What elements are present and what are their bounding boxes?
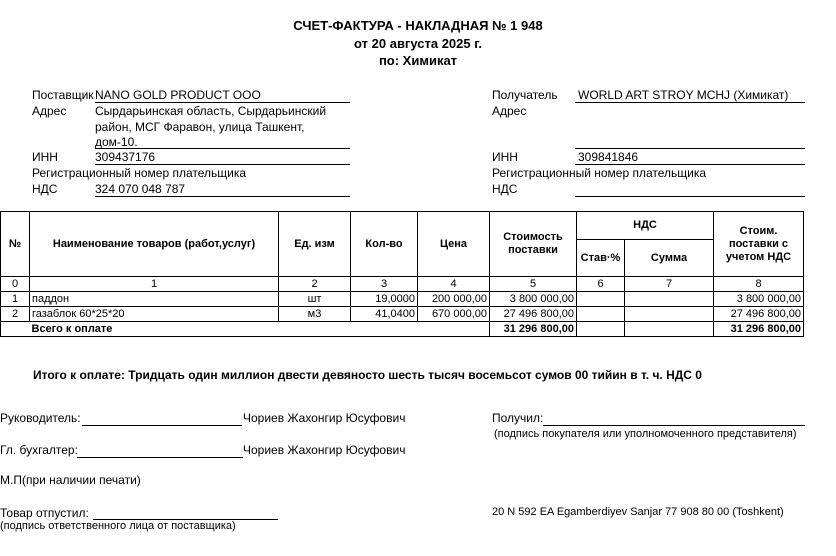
row-total: 3 800 000,00 [714,292,804,307]
supplier-name-line [95,102,350,103]
vehicle-info: 20 N 592 EA Egamberdiyev Sanjar 77 908 80 00 (Toshkent) [492,506,784,518]
recipient-name: WORLD ART STROY MCHJ (Химикат) [578,88,789,102]
recipient-address-label: Адрес [492,104,527,118]
released-label: Товар отпустил: [0,506,89,520]
header-num: № [1,212,30,277]
accountant-signature-line [77,457,243,458]
supplier-address-line-2: район, МСГ Фаравон, улица Ташкент, [95,120,305,134]
invoice-basis: по: Химикат [378,53,458,68]
total-label: Всего к оплате [30,322,490,337]
recipient-inn-label: ИНН [492,150,518,164]
supplier-address-line-3: дом-10. [95,135,138,149]
total-with-vat: 31 296 800,00 [714,322,804,337]
header-total: Стоим. поставки с учетом НДС [714,212,804,277]
items-table [0,211,804,337]
header-price: Цена [418,212,490,277]
column-number-row [1,277,804,292]
supplier-nds-label: НДС [32,182,58,196]
supplier-name: NANO GOLD PRODUCT OOO [95,88,261,102]
col-number: 4 [418,277,490,292]
header-unit: Ед. изм [279,212,351,277]
header-vat-sum: Сумма [625,240,714,277]
col-number: 8 [714,277,804,292]
row-unit: шт [279,292,351,307]
invoice-date: от 20 августа 2025 г. [354,36,482,51]
total-row [1,322,804,337]
supplier-address-label: Адрес [32,104,67,118]
row-name: паддон [30,292,279,307]
director-signature-line [82,425,242,426]
supplier-inn-line [95,164,350,165]
row-cost: 3 800 000,00 [490,292,577,307]
invoice-title: СЧЕТ-ФАКТУРА - НАКЛАДНАЯ № 1 948 [293,18,543,33]
table-row [1,292,804,307]
row-cost: 27 496 800,00 [490,307,577,322]
table-row [1,307,804,322]
row-vat-sum [625,307,714,322]
row-unit: м3 [279,307,351,322]
col-number: 6 [577,277,625,292]
header-qty: Кол-во [351,212,418,277]
row-name: газаблок 60*25*20 [30,307,279,322]
row-price: 200 000,00 [418,292,490,307]
recipient-name-line [575,102,805,103]
supplier-inn: 309437176 [95,150,156,164]
row-qty: 19,0000 [351,292,418,307]
col-number: 7 [625,277,714,292]
received-note: (подпись покупателя или уполномоченного представителя) [494,428,797,440]
director-name: Чориев Жахонгир Юсуфович [243,411,406,425]
supplier-nds: 324 070 048 787 [95,182,186,196]
header-vat-rate: Став·% [577,240,625,277]
header-vat: НДС [577,212,714,240]
header-name: Наименование товаров (работ,услуг) [30,212,279,277]
released-note: (подпись ответственного лица от поставщика) [0,520,236,532]
stamp-label: М.П(при наличии печати) [0,473,141,487]
recipient-reg-label: Регистрационный номер плательщика [492,166,707,180]
received-label: Получил: [492,411,544,425]
row-num: 1 [1,292,30,307]
col-number: 2 [279,277,351,292]
supplier-inn-label: ИНН [32,150,58,164]
recipient-nds-label: НДС [492,182,518,196]
row-vat-rate [577,307,625,322]
supplier-label: Поставщик [32,88,94,102]
col-number: 1 [30,277,279,292]
row-total: 27 496 800,00 [714,307,804,322]
row-num: 2 [1,307,30,322]
col-number: 0 [1,277,30,292]
supplier-reg-label: Регистрационный номер плательщика [32,166,247,180]
recipient-inn: 309841846 [578,150,639,164]
row-vat-rate [577,292,625,307]
col-number: 5 [490,277,577,292]
col-number: 3 [351,277,418,292]
supplier-address-line [95,148,350,149]
amount-in-words: Итого к оплате: Тридцать один миллион двести девяносто шесть тысяч восемьсот сумов 00 тийин в т. ч. НДС 0 [33,368,702,382]
supplier-address-line-1: Сырдарьинская область, Сырдарьинский [95,104,327,118]
recipient-inn-line [575,164,805,165]
accountant-name: Чориев Жахонгир Юсуфович [243,443,406,457]
recipient-nds-line [575,196,805,197]
received-signature-line [543,425,805,426]
row-vat-sum [625,292,714,307]
supplier-nds-line [95,196,350,197]
director-label: Руководитель: [0,411,81,425]
row-qty: 41,0400 [351,307,418,322]
recipient-label: Получатель [492,88,558,102]
total-cost: 31 296 800,00 [490,322,577,337]
recipient-address-line [575,148,805,149]
header-cost: Стоимость поставки [490,212,577,277]
accountant-label: Гл. бухгалтер: [0,443,78,457]
row-price: 670 000,00 [418,307,490,322]
